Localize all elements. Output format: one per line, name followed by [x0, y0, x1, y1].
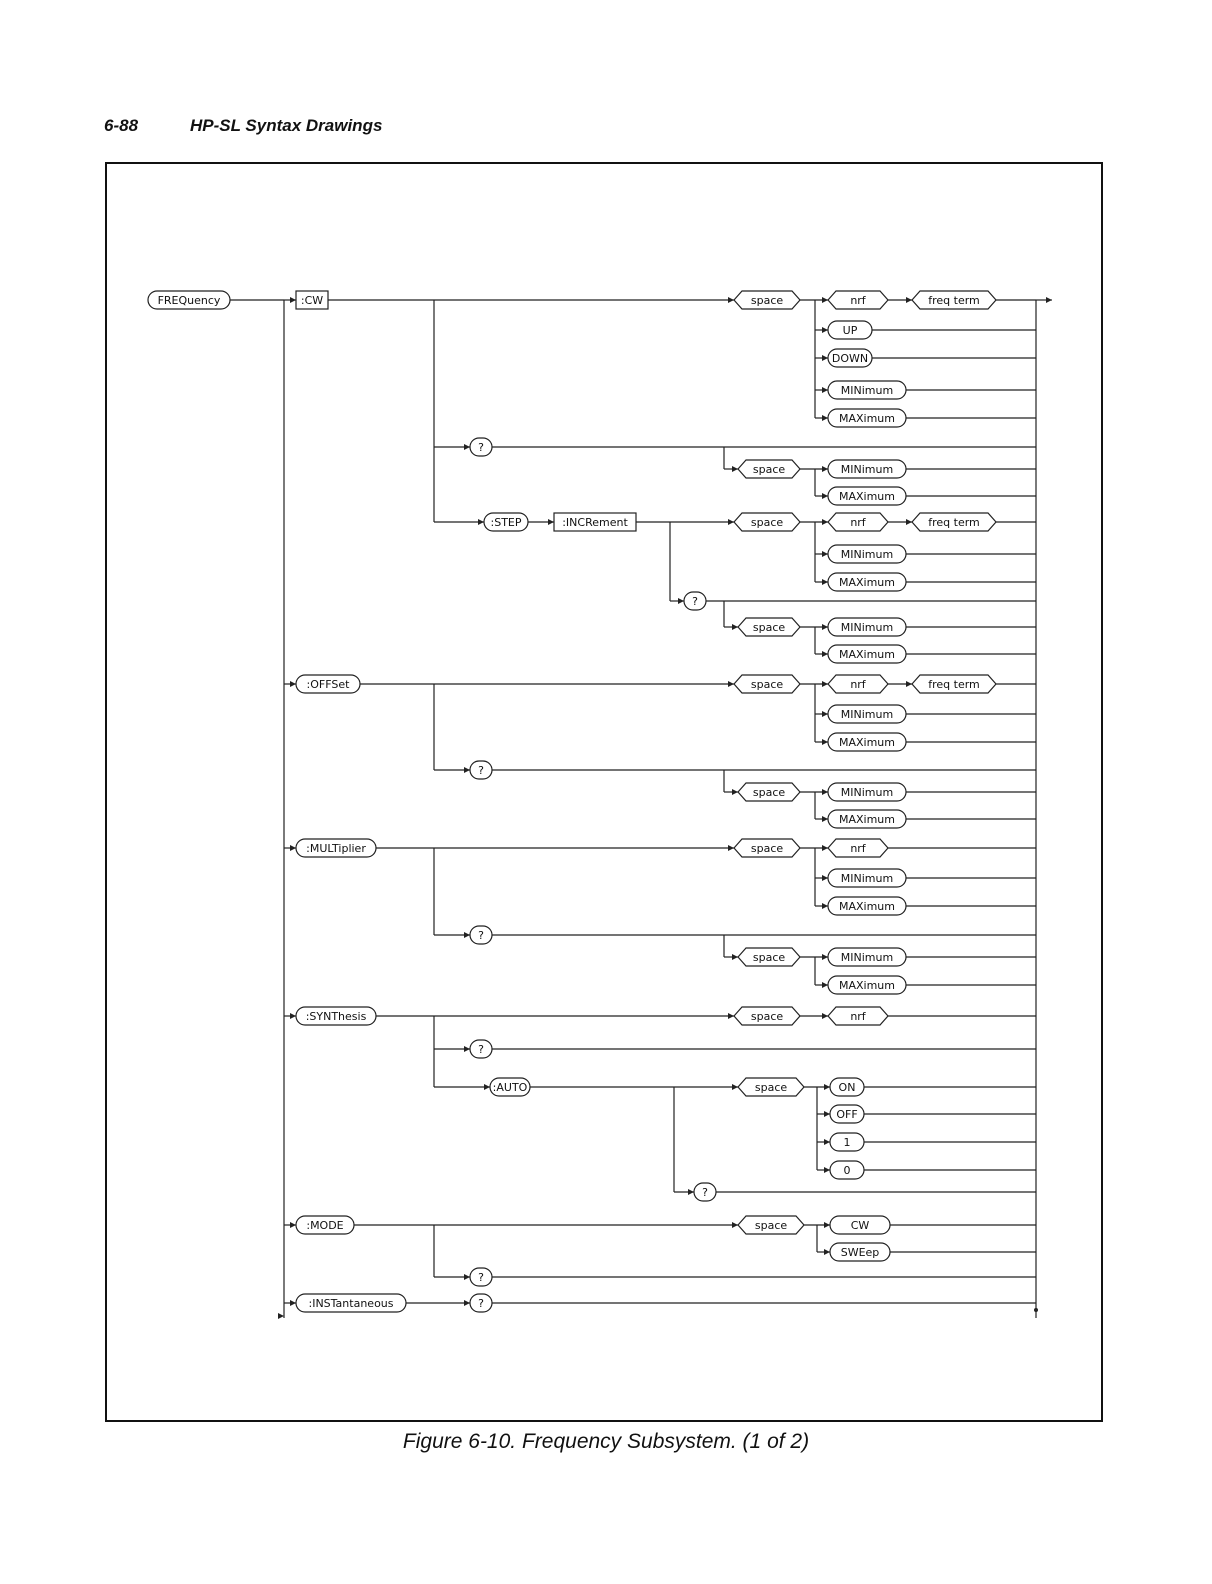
node-space-label: space [750, 294, 784, 307]
node-nrf-label: nrf [850, 294, 866, 307]
arrow-head [822, 1013, 828, 1019]
node-nrf [828, 291, 888, 309]
figure-caption: Figure 6-10. Frequency Subsystem. (1 of 2) [402, 1430, 810, 1453]
node-frequency [148, 291, 230, 309]
arrow-head [732, 954, 738, 960]
node-synthesis-label: :SYNThesis [305, 1010, 367, 1023]
arrow-head [678, 598, 684, 604]
arrow-head [906, 297, 912, 303]
node-zero-label: 0 [843, 1164, 851, 1177]
node-down-label: DOWN [831, 352, 869, 365]
node-query [470, 1040, 492, 1058]
node-maximum-label: MAXimum [838, 648, 896, 661]
arrow-head [290, 1013, 296, 1019]
arrow-head [732, 1084, 738, 1090]
node-instantaneous [296, 1294, 406, 1312]
node-offset-label: :OFFSet [306, 678, 350, 691]
node-mode-label: :MODE [306, 1219, 344, 1232]
node-space-label: space [750, 678, 784, 691]
arrow-head [824, 1222, 830, 1228]
node-space-label: space [752, 786, 786, 799]
node-sweep [830, 1243, 890, 1261]
arrow-head [824, 1249, 830, 1255]
arrow-head [822, 875, 828, 881]
node-space-label: space [750, 1010, 784, 1023]
node-space [738, 460, 800, 478]
node-freq-term-label: freq term [928, 294, 980, 307]
node-maximum-label: MAXimum [838, 979, 896, 992]
node-minimum [828, 545, 906, 563]
arrow-head [822, 954, 828, 960]
node-nrf-label: nrf [850, 678, 866, 691]
node-space [734, 675, 800, 693]
arrow-head [822, 711, 828, 717]
node-maximum-label: MAXimum [838, 736, 896, 749]
node-off [830, 1105, 864, 1123]
arrow-head [824, 1167, 830, 1173]
node-minimum-label: MINimum [840, 872, 894, 885]
node-increment-label: :INCRement [562, 516, 628, 529]
node-synthesis [296, 1007, 376, 1025]
node-minimum [828, 869, 906, 887]
node-maximum [828, 810, 906, 828]
node-offset [296, 675, 360, 693]
node-minimum-label: MINimum [840, 708, 894, 721]
node-space [738, 783, 800, 801]
node-nrf-label: nrf [850, 1010, 866, 1023]
arrow-head [906, 519, 912, 525]
node-multiplier [296, 839, 376, 857]
node-nrf-label: nrf [850, 516, 866, 529]
node-minimum [828, 705, 906, 723]
page-number: 6-88 [104, 116, 139, 135]
arrow-head [822, 816, 828, 822]
node-space-label: space [754, 1219, 788, 1232]
node-minimum [828, 381, 906, 399]
node-increment [554, 513, 636, 531]
arrow-head [548, 519, 554, 525]
node-space-label: space [754, 1081, 788, 1094]
arrow-head [822, 903, 828, 909]
arrow-head [906, 681, 912, 687]
node-cw-label: :CW [300, 294, 324, 307]
section-title: HP-SL Syntax Drawings [190, 116, 383, 135]
node-space [738, 1078, 804, 1096]
node-cw-mode-label: CW [850, 1219, 870, 1232]
node-maximum [828, 573, 906, 591]
node-freq-term [912, 675, 996, 693]
node-space [734, 839, 800, 857]
node-space-label: space [750, 516, 784, 529]
node-off-label: OFF [836, 1108, 858, 1121]
node-space [738, 948, 800, 966]
node-space-label: space [752, 621, 786, 634]
arrow-head [824, 1084, 830, 1090]
node-minimum-label: MINimum [840, 951, 894, 964]
node-nrf [828, 839, 888, 857]
arrow-head [732, 1222, 738, 1228]
node-freq-term-label: freq term [928, 678, 980, 691]
arrow-head [728, 1013, 734, 1019]
node-query-label: ? [478, 929, 484, 942]
arrow-head [822, 845, 828, 851]
node-freq-term [912, 291, 996, 309]
node-maximum [828, 409, 906, 427]
arrow-head [290, 681, 296, 687]
node-space [734, 291, 800, 309]
arrow-head [290, 845, 296, 851]
node-space [738, 618, 800, 636]
node-nrf [828, 1007, 888, 1025]
arrow-head [290, 1300, 296, 1306]
node-step-label: :STEP [490, 516, 522, 529]
arrow-head [728, 297, 734, 303]
node-space-label: space [752, 951, 786, 964]
node-query-label: ? [692, 595, 698, 608]
node-space [734, 513, 800, 531]
arrow-head [290, 297, 296, 303]
node-space [734, 1007, 800, 1025]
node-auto-label: :AUTO [492, 1081, 528, 1094]
node-sweep-label: SWEep [840, 1246, 880, 1259]
node-freq-term [912, 513, 996, 531]
node-on-label: ON [838, 1081, 856, 1094]
node-minimum-label: MINimum [840, 463, 894, 476]
node-freq-term-label: freq term [928, 516, 980, 529]
node-step [484, 513, 528, 531]
arrow-head [732, 789, 738, 795]
arrow-head [728, 681, 734, 687]
node-query [470, 1294, 492, 1312]
node-maximum [828, 645, 906, 663]
node-frequency-label: FREQuency [157, 294, 221, 307]
node-multiplier-label: :MULTiplier [306, 842, 366, 855]
exit-arrow [1046, 297, 1052, 303]
node-maximum [828, 487, 906, 505]
arrow-head [484, 1084, 490, 1090]
node-up [828, 321, 872, 339]
arrow-head [732, 466, 738, 472]
node-minimum [828, 783, 906, 801]
arrow-head [822, 651, 828, 657]
node-space-label: space [750, 842, 784, 855]
node-minimum-label: MINimum [840, 384, 894, 397]
node-on [830, 1078, 864, 1096]
node-query-label: ? [478, 1271, 484, 1284]
node-minimum-label: MINimum [840, 621, 894, 634]
node-nrf [828, 675, 888, 693]
arrow-head [822, 739, 828, 745]
arrow-head [822, 579, 828, 585]
node-maximum-label: MAXimum [838, 900, 896, 913]
arrow-head [822, 551, 828, 557]
node-query [694, 1183, 716, 1201]
arrow-head [824, 1139, 830, 1145]
node-auto [490, 1078, 530, 1096]
node-minimum-label: MINimum [840, 548, 894, 561]
node-maximum [828, 897, 906, 915]
node-maximum-label: MAXimum [838, 490, 896, 503]
arrow-head [464, 1046, 470, 1052]
node-minimum-label: MINimum [840, 786, 894, 799]
node-instantaneous-label: :INSTantaneous [308, 1297, 394, 1310]
arrow-head [822, 327, 828, 333]
node-space [738, 1216, 804, 1234]
arrow-head [464, 1300, 470, 1306]
node-up-label: UP [842, 324, 858, 337]
node-zero [830, 1161, 864, 1179]
node-maximum-label: MAXimum [838, 813, 896, 826]
node-query-label: ? [478, 441, 484, 454]
arrow-head [822, 493, 828, 499]
arrow-head [478, 519, 484, 525]
arrow-head [822, 982, 828, 988]
arrow-head [822, 415, 828, 421]
node-down [828, 349, 872, 367]
node-maximum [828, 733, 906, 751]
node-minimum [828, 618, 906, 636]
node-mode [296, 1216, 354, 1234]
arrow-head [822, 519, 828, 525]
arrow-head [464, 444, 470, 450]
arrow-head [688, 1189, 694, 1195]
node-query [470, 926, 492, 944]
node-nrf-label: nrf [850, 842, 866, 855]
node-one [830, 1133, 864, 1151]
node-cw-mode [830, 1216, 890, 1234]
node-query [470, 1268, 492, 1286]
node-query [684, 592, 706, 610]
node-query-label: ? [478, 1297, 484, 1310]
node-nrf [828, 513, 888, 531]
arrow-head [822, 681, 828, 687]
arrow-head [464, 1274, 470, 1280]
arrow-head [822, 624, 828, 630]
left-rail-end-arrow [278, 1313, 284, 1319]
node-query [470, 438, 492, 456]
node-maximum [828, 976, 906, 994]
arrow-head [728, 845, 734, 851]
arrow-head [824, 1111, 830, 1117]
node-query [470, 761, 492, 779]
arrow-head [822, 387, 828, 393]
arrow-head [464, 767, 470, 773]
node-minimum [828, 948, 906, 966]
node-one-label: 1 [843, 1136, 851, 1149]
node-maximum-label: MAXimum [838, 412, 896, 425]
arrow-head [822, 355, 828, 361]
arrow-head [822, 297, 828, 303]
arrow-head [290, 1222, 296, 1228]
node-maximum-label: MAXimum [838, 576, 896, 589]
node-query-label: ? [702, 1186, 708, 1199]
arrow-head [464, 932, 470, 938]
arrow-head [728, 519, 734, 525]
node-space-label: space [752, 463, 786, 476]
arrow-head [822, 789, 828, 795]
node-minimum [828, 460, 906, 478]
node-cw [296, 291, 328, 309]
arrow-head [732, 624, 738, 630]
node-query-label: ? [478, 764, 484, 777]
arrow-head [822, 466, 828, 472]
node-query-label: ? [478, 1043, 484, 1056]
